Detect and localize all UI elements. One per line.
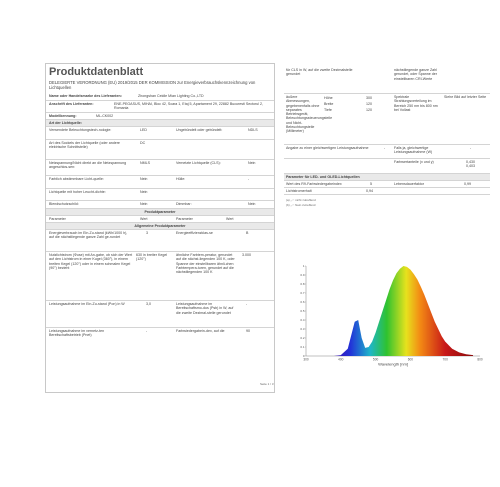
type-row-value: DC	[140, 141, 146, 145]
supplier-name-label: Name oder Handelsmarke des Lieferanten:	[49, 94, 122, 98]
type-row-value: Nein	[140, 190, 148, 194]
column-header: Parameter	[49, 217, 66, 221]
right-row-value: 5	[370, 182, 372, 186]
dimensions-label: äußere Abmessungen, gegebenenfalls ohne separates Betriebsgerät, Beleuchtungssteuerungsteile und Nicht-Beleuchtungsteile (Millimeter)	[286, 95, 333, 134]
y-tick-label: 0.3	[300, 327, 305, 332]
param-row-value: -	[146, 329, 148, 333]
equivalent-power-row	[284, 145, 490, 159]
param-row-value: 3,0	[146, 302, 151, 306]
dimension-value: 120	[366, 108, 372, 112]
y-tick-label: 0.4	[300, 318, 305, 323]
params-section-header	[46, 209, 274, 216]
y-tick-label: 0.8	[300, 282, 305, 287]
model-row	[46, 113, 274, 120]
model-value: ML-CK002	[96, 114, 114, 118]
document-subtitle: DELEGIERTE VERORDNUNG (EU) 2019/2015 DER KOMMISSION zur Energieverbrauchskennzeichnung von Lichtquellen	[49, 80, 256, 90]
param-row-value: 3	[146, 231, 148, 235]
type-row-value: LED	[140, 128, 147, 132]
param-row-label: Nutzlichtstrom (Φuse) mit An-gabe, ob sich der Wert auf den Lichtstrom in einer Kugel (360°), in einem breiten Kegel (120°) oder in einem schmalen Kegel (90°) bezieht	[49, 253, 133, 270]
dimension-key: Breite	[324, 102, 334, 106]
param-row-value: 90	[246, 329, 250, 333]
y-tick-label: 0.5	[300, 309, 305, 314]
params-column-header	[46, 216, 274, 223]
dimension-key: Tiefe	[324, 108, 332, 112]
cls-row	[284, 67, 490, 94]
type-row-5	[46, 189, 274, 201]
type-row-value: Nein	[248, 202, 256, 206]
general-section-label: Allgemeine Produktparameter	[134, 224, 186, 228]
right-row-label: Wert des R9-Farbwiedergabeindex	[286, 182, 342, 186]
param-row-value: 3.000	[242, 253, 251, 257]
maintenance-row	[284, 188, 490, 195]
model-label: Modellkennung:	[49, 114, 77, 118]
type-section-header	[46, 120, 274, 127]
param-row-label: Leistungsaufnahme im Ein-Zu-stand (Pon) in W	[49, 302, 125, 306]
datasheet-page	[45, 63, 275, 393]
right-row-label: nächstliegende ganze Zahl gerundet, oder Spanne der einstellbaren CRI-Werte	[394, 68, 437, 81]
type-row-label: Blendschutzschild:	[49, 202, 79, 206]
right-row-value: -	[470, 146, 472, 150]
y-tick-label: 0.1	[300, 345, 305, 350]
right-row-label: Spektrale Strahlungsverteilung im Bereich 250 nm bis 800 nm bei Vollast	[394, 95, 438, 112]
right-row-value: 0,430 0,403	[466, 160, 475, 169]
column-header: Wert	[226, 217, 234, 221]
y-tick-label: 1	[302, 264, 305, 269]
column-header: Parameter	[176, 217, 193, 221]
right-row-label: Angabe zu einer gleichwertigen Leistungsaufnahme	[286, 146, 369, 150]
type-row-3	[46, 160, 274, 176]
x-tick-label: 700	[442, 357, 448, 362]
y-tick-label: 0.9	[300, 273, 305, 278]
general-section-header	[46, 223, 274, 230]
param-row-3	[46, 301, 274, 328]
footnote-b: (b) „-“: Nein zutreffend	[286, 203, 316, 207]
spectrum-chart	[284, 258, 494, 368]
type-row-value: Nein	[140, 177, 148, 181]
right-row-label: für CLS in W, auf die zweite Dezimalstelle gerundet	[286, 68, 353, 77]
type-row-value: -	[248, 177, 250, 181]
param-row-label: Leistungsaufnahme im Bereitschaftsmo-dus (Psb) in W, auf die zweite Dezimal-stelle gerundet	[176, 302, 234, 315]
chromaticity-row	[284, 159, 490, 174]
type-row-label: Farblich abstimmbare Licht-quelle:	[49, 177, 104, 181]
right-row-value: 0,94	[366, 189, 373, 193]
supplier-address-label: Anschrift des Lieferanten:	[49, 102, 94, 106]
page-number: Seite 1 / 3	[260, 382, 274, 386]
param-row-label: Farbwiedergabein-dex, auf die	[176, 329, 225, 333]
right-row-value: 0,99	[464, 182, 471, 186]
x-tick-label: 600	[407, 357, 414, 362]
spectrum-area	[334, 266, 473, 356]
led-section-label: Parameter für LED- und OLED-Lichtquellen	[286, 175, 360, 179]
type-row-label: Dimmbar:	[176, 202, 192, 206]
supplier-name-value: Zhongshan Ceidle Mian Lighting Co.,LTD	[138, 94, 204, 98]
x-tick-label: 400	[338, 357, 344, 362]
param-row-value: B	[246, 231, 249, 235]
param-row-1	[46, 230, 274, 252]
led-section-header	[284, 174, 490, 181]
type-row-label: Vernetzte Lichtquelle (CLS):	[176, 161, 221, 165]
param-row-label: Energieeffizienzklas-se	[176, 231, 213, 235]
x-tick-label: 300	[303, 357, 309, 362]
type-row-4	[46, 176, 274, 189]
type-row-value: Nein	[248, 161, 256, 165]
type-row-label: Verwendete Beleuchtungstech-nologie:	[49, 128, 112, 132]
x-tick-label: 500	[372, 357, 379, 362]
dimension-key: Höhe	[324, 96, 333, 100]
type-section-label: Art der Lichtquelle:	[49, 121, 82, 125]
dimension-value: 300	[366, 96, 372, 100]
document-title: Produktdatenblatt	[49, 66, 144, 78]
supplier-address-value: ENE-PEGASUS, MIHAI, Bloc 42, Scara 1, Etaj 5, Apartament 29, 22882 Bucuresti Sectorul 2, Romania	[114, 102, 264, 111]
y-tick-label: 0.6	[300, 300, 305, 305]
x-tick-label: 800	[477, 357, 483, 362]
supplier-name-row	[46, 93, 274, 101]
y-tick-label: 0.7	[300, 291, 305, 296]
param-row-2	[46, 252, 274, 301]
column-header: Wert	[140, 217, 148, 221]
type-row-2	[46, 140, 274, 160]
type-row-6	[46, 201, 274, 209]
right-row-value: -	[384, 146, 386, 150]
type-row-label: Netzspannung/Nicht direkt an die Netzspannung angeschlos-sen:	[49, 161, 127, 170]
param-row-label: ähnliche Farbtem-peratur, gerundet auf die nächst-liegenden 100 K, oder Spanne der einstellbaren ähnli-chen Farbtempera-turen, gerundet auf die nächstliegenden 100 K	[176, 253, 235, 275]
type-row-value: NDLS	[248, 128, 258, 132]
type-row-label: Lichtquelle mit hoher Leucht-dichte:	[49, 190, 106, 194]
dimensions-row	[284, 94, 490, 145]
r9-row	[284, 181, 490, 188]
param-row-label: Leistungsaufnahme im vernetz-ten Bereitschaftsbetrieb (Pnet)	[49, 329, 105, 338]
datasheet-page-right	[284, 67, 490, 227]
y-tick-label: 0.2	[300, 336, 305, 341]
type-row-label: Hülle:	[176, 177, 186, 181]
params-section-label: Produktparameter	[144, 210, 176, 214]
type-row-label: Art des Sockels der Lichtquelle (oder andere elektrische Schnittstelle)	[49, 141, 120, 150]
type-row-value: Nein	[140, 202, 148, 206]
type-row-1	[46, 127, 274, 140]
dimension-value: 120	[366, 102, 372, 106]
right-row-label: Farbwertanteile (x und y)	[394, 160, 434, 164]
right-row-label: Lichtstromerhalt	[286, 189, 312, 193]
type-row-value: NMLS	[140, 161, 150, 165]
right-row-label: Falls ja, gleichwertige Leistungsaufnahme (W)	[394, 146, 433, 155]
x-axis-label: Wavelength [nm]	[378, 361, 408, 367]
y-tick-label: 0	[302, 354, 305, 359]
param-row-4	[46, 328, 274, 347]
supplier-address-row	[46, 101, 274, 113]
param-row-label: Energieverbrauch im Ein-Zu-stand (kWh/1000 h), auf die nächstliegende ganze Zahl ge-rundet	[49, 231, 128, 240]
right-row-value: Siehe Bild auf letzter Seite	[444, 95, 487, 99]
right-row-label: Lebensdauerfaktor	[394, 182, 424, 186]
param-row-value: 630 in breiter Kegel (120°)	[136, 253, 168, 262]
param-row-value: -	[246, 302, 248, 306]
footnote-a: (a) „-“: nicht zutreffend	[286, 198, 316, 202]
type-row-label: Ungebündelt oder gebündelt:	[176, 128, 223, 132]
